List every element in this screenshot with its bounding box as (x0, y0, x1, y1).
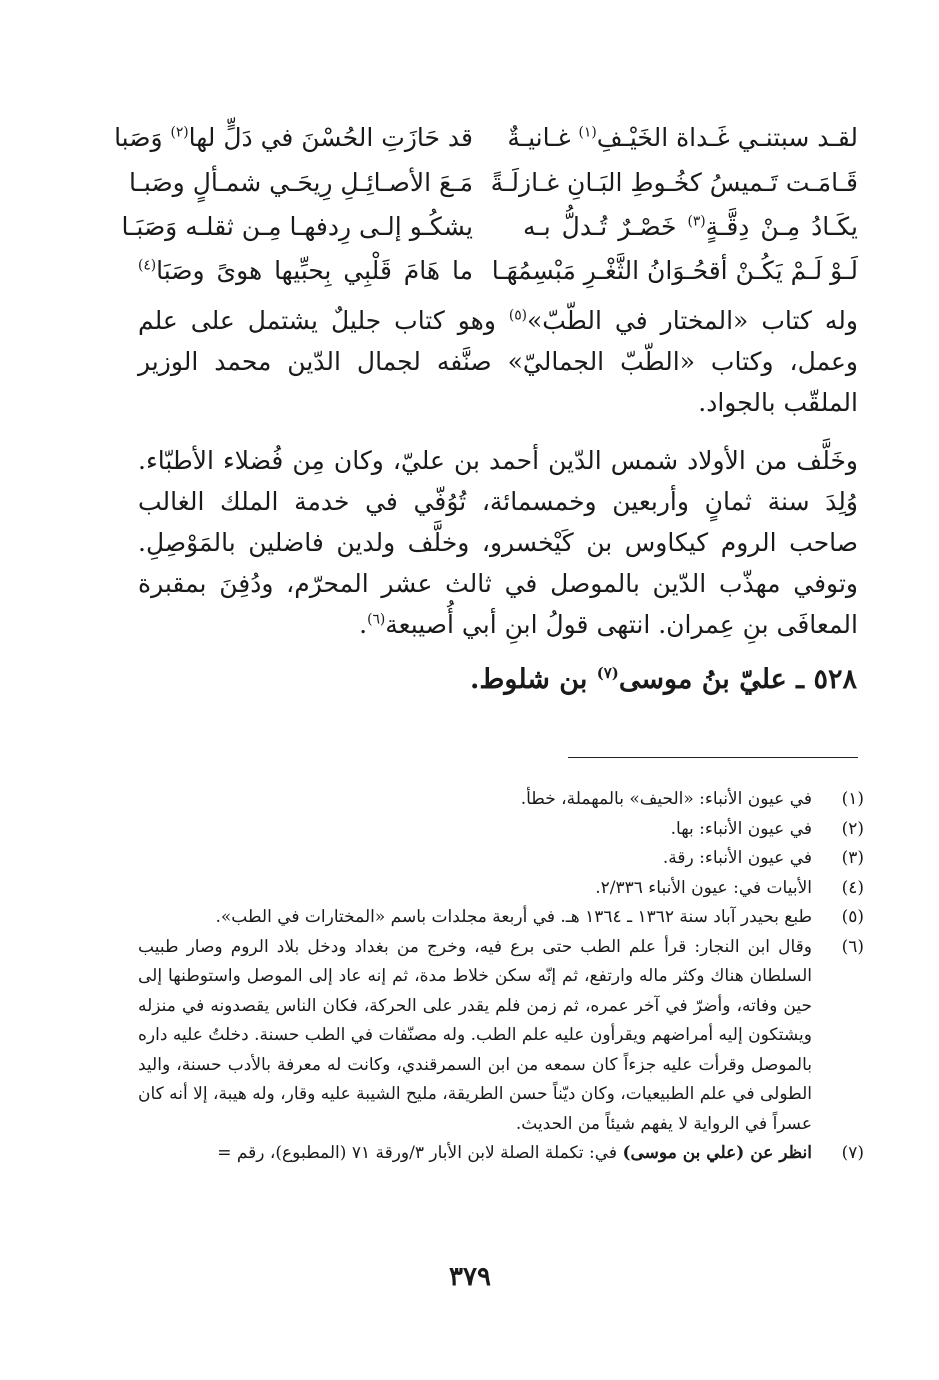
footnote-text: الأبيات في: عيون الأنباء ٢/٣٣٦. (595, 877, 812, 898)
footnote-text: في عيون الأنباء: رقة. (662, 848, 812, 868)
poem-verse (138, 251, 858, 291)
footnote (138, 874, 864, 904)
footnote-text: في عيون الأنباء: «الحيف» بالمهملة، خطأ. (520, 789, 812, 809)
footnote-divider (568, 757, 858, 758)
footnote-number: (٥) (841, 907, 864, 927)
verse-first-hemistich: لَـوْ لَـمْ يَكُـنْ أقحُـوَانُ الثَّغْـرِ مَبْسِمُهَـا (491, 256, 858, 285)
body-paragraph: وله كتاب «المختار في الطّبّ»$^{(٥)}$ وهو كتاب جليلٌ يشتمل على علم وعمل، وكتاب «الطّبّ الجماليّ» صنَّفه لجمال الدّين محمد الوزير الملقّب بالجواد. (138, 306, 858, 417)
footnote (138, 785, 864, 815)
body-paragraph: وخَلَّف من الأولاد شمس الدّين أحمد بن عليّ، وكان مِن فُضلاء الأطبّاء. وُلِدَ سنة ثمانٍ وأربعين وخمسمائة، تُوُفّي في خدمة الملك الغالب صاحب الروم كيكاوس بن كَيْخسرو، وخلَّف ولدين فاضلين بالمَوْصِلِ. وتوفي مهذّب الدّين بالموصل في ثالث عشر المحرّم، ودُفِنَ بمقبرة المعافَى بنِ عِمران. انتهى قولُ ابنِ أبي أُصيبعة$^{(٦)}$. (138, 446, 858, 639)
footnote-text: وقال ابن النجار: قرأ علم الطب حتى برع فيه، وخرج من بغداد ودخل بلاد الروم وصار طبيب السلطان هناك وكثر ماله وارتفع، ثم إنّه سكن خلاط مدة، ثم إنه عاد إلى الموصل واستوطنها إلى حين وفاته، وأضرّ في آخر عمره، ثم زمن فلم يقدر على الحركة، فكان الناس يقصدونه في منزله ويشتكون إليه أمراضهم ويقرأون عليه علم الطب. وله مصنّفات في الطب حسنة. دخلتُ عليه داره بالموصل وقرأت عليه جزءاً كان سمعه من ابن السمرقندي، وكانت له معرفة بالأدب حسنة، واليد الطولى في علم الطبيعيات، وكان ديّناً حسن الطريقة، مليح الشيبة عليه وقار، وله هيبة، إلا أنه كان عسراً في الرواية لا يفهم شيئاً من الحديث. (138, 936, 812, 1134)
footnote-ref[interactable]: (٧) (596, 664, 619, 682)
poem-verse (121, 207, 858, 247)
page-number: ٣٧٩ (449, 1262, 491, 1292)
verse-second-hemistich: مَـعَ الأصـائِـلِ رِيحَـي شمـألٍ وصَبـا (128, 168, 473, 197)
footnote-ref[interactable]: (٣) (687, 213, 706, 230)
footnote-ref[interactable]: (٥) (508, 307, 528, 324)
footnote-text: في عيون الأنباء: بها. (670, 818, 812, 839)
verse-second-hemistich: يشكُـو إلـى رِدفهـا مِـن ثقلـه وَصَبَـا (121, 212, 473, 241)
footnotes (138, 785, 864, 1169)
poem-verse (114, 118, 858, 158)
footnote-text: طبع بحيدر آباد سنة ١٣٦٢ ـ ١٣٦٤ هـ. في أربعة مجلدات باسم «المختارات في الطب». (215, 907, 812, 927)
footnote-ref[interactable]: (١) (578, 124, 597, 141)
footnote-number: (٧) (841, 1143, 864, 1163)
verse-second-hemistich: قد حَازَتِ الحُسْنَ في دَلٍّ لها$^{(٢)}$ وَصَبا (114, 123, 473, 152)
footnote-number: (٣) (841, 848, 864, 868)
footnote-bold-lead: انظر عن (علي بن موسى) (622, 1143, 812, 1163)
verse-first-hemistich: لقـد سبتنـي غَـداة الخَيْـفِ$^{(١)}$ غـانيـةٌ (507, 123, 858, 152)
footnote (138, 815, 864, 845)
verse-first-hemistich: قَـامَـت تَـميسُ كخُـوطِ البَـانِ غـازلَـةً (490, 168, 858, 197)
entry-heading: ٥٢٨ ـ عليّ بنُ موسى$^{(٧)}$ بن شلوط. (470, 664, 857, 695)
footnote (138, 903, 864, 933)
verse-second-hemistich: ما هَامَ قَلْبِي بِحبِّيها هوىً وصَبَا$^{(٤)}$ (138, 256, 473, 285)
footnote-ref[interactable]: (٦) (367, 611, 386, 628)
footnote-ref[interactable]: (٤) (138, 257, 157, 274)
footnote-text: انظر عن (علي بن موسى) في: تكملة الصلة لابن الأبار ٣/ورقة ٧١ (المطبوع)، رقم = (217, 1143, 812, 1163)
footnote (138, 1139, 864, 1169)
verse-first-hemistich: يكَـادُ مِـنْ دِقَّـةٍ$^{(٣)}$ خَصْـرٌ تُـدلُّ بـه (523, 212, 858, 241)
footnote-number: (٢) (841, 818, 864, 839)
footnote-ref[interactable]: (٢) (170, 124, 189, 141)
footnote-number: (١) (841, 789, 864, 809)
footnote-number: (٤) (841, 877, 864, 898)
footnote (138, 933, 864, 1140)
footnote-number: (٦) (841, 936, 864, 957)
poem-verse (128, 163, 858, 203)
footnote (138, 844, 864, 874)
